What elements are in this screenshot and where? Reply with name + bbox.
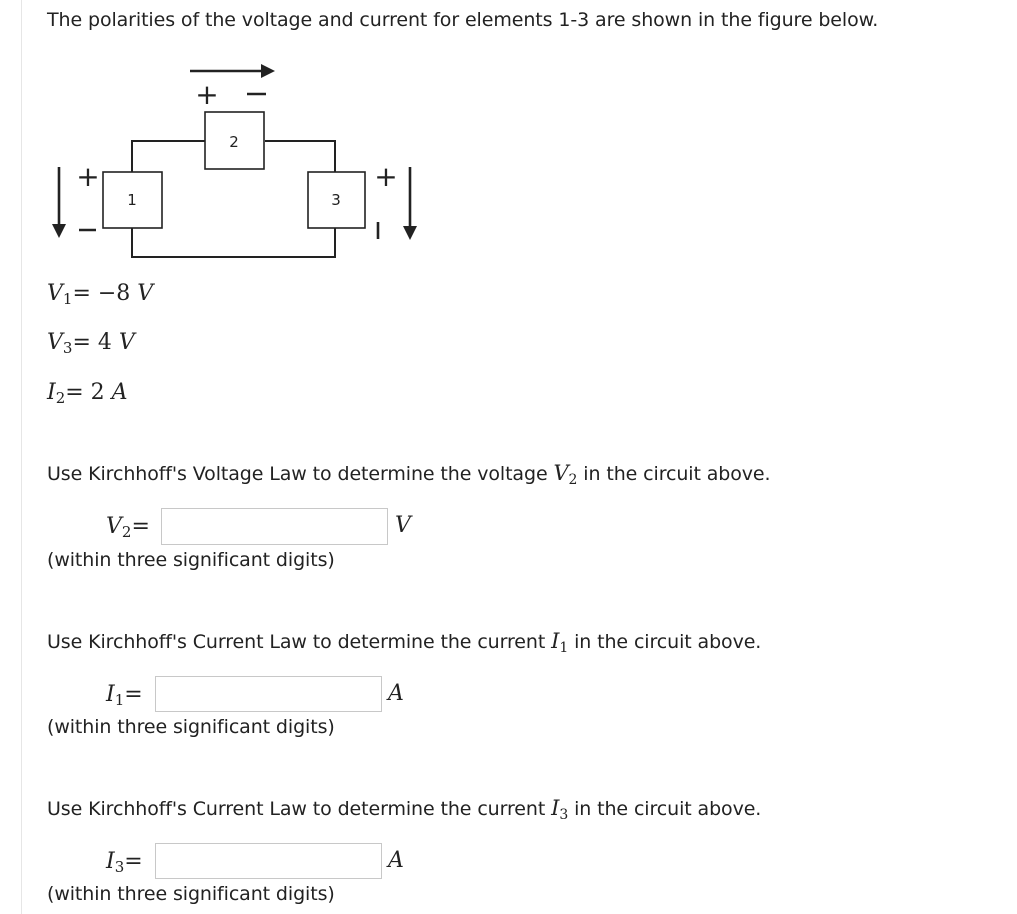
i1-label: $I_1=$ xyxy=(106,682,143,709)
plus-sign-2: + xyxy=(195,78,219,111)
current-arrow-1-head xyxy=(52,224,66,238)
left-border xyxy=(21,0,22,914)
v2-input[interactable] xyxy=(161,508,388,545)
i1-input[interactable] xyxy=(155,676,382,712)
question-i3-text: Use Kirchhoff's Current Law to determine the current $I_3$ in the circuit above. xyxy=(47,796,762,823)
intro-text: The polarities of the voltage and current for elements 1-3 are shown in the figure below. xyxy=(47,9,879,31)
given-i2: $I_2= 2$ A xyxy=(47,380,128,407)
bottom-wire xyxy=(132,228,335,257)
v2-label: $V_2=$ xyxy=(106,514,150,541)
i3-hint: (within three significant digits) xyxy=(47,883,335,905)
v2-hint: (within three significant digits) xyxy=(47,549,335,571)
element-1-label: 1 xyxy=(127,191,137,209)
given-v3: $V_3= 4$ V xyxy=(47,330,135,357)
question-v2-text: Use Kirchhoff's Voltage Law to determine the voltage $V_2$ in the circuit above. xyxy=(47,461,771,488)
i3-label: $I_3=$ xyxy=(106,849,143,876)
i1-hint: (within three significant digits) xyxy=(47,716,335,738)
question-i1-text: Use Kirchhoff's Current Law to determine the current $I_1$ in the circuit above. xyxy=(47,629,762,656)
v2-unit: V xyxy=(395,513,411,538)
element-3-label: 3 xyxy=(331,191,341,209)
top-right-wire xyxy=(265,141,335,172)
given-v1: $V_1= -8$ V xyxy=(47,281,154,308)
i3-unit: A xyxy=(388,848,404,873)
plus-sign-1: + xyxy=(76,160,100,193)
top-left-wire xyxy=(132,141,205,172)
i3-input[interactable] xyxy=(155,843,382,879)
current-arrow-2-head xyxy=(261,64,275,78)
element-2-label: 2 xyxy=(229,133,239,151)
plus-sign-3: + xyxy=(374,160,398,193)
i1-unit: A xyxy=(388,681,404,706)
current-arrow-3-head xyxy=(403,226,417,240)
